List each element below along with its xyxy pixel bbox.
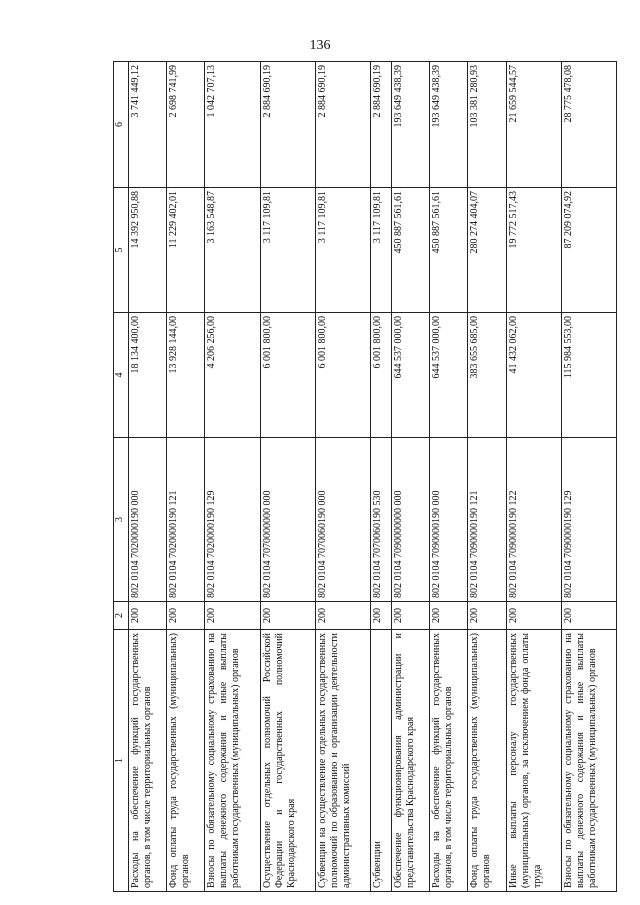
row-executed-amount-cell: 11 229 402,01 xyxy=(167,188,205,313)
row-executed-amount-cell: 3 117 109,81 xyxy=(315,188,370,313)
row-approved-amount-cell: 6 001 800,00 xyxy=(315,313,370,438)
table-row xyxy=(260,62,315,892)
budget-table xyxy=(113,61,617,892)
row-unexecuted-amount-cell: 2 698 741,99 xyxy=(167,62,205,188)
row-name-cell: Взносы по обязательному социальному страхованию на выплаты денежного содержания и иные выплаты работникам государственных (муниципальных) органов xyxy=(561,630,616,892)
row-approved-amount-cell: 6 001 800,00 xyxy=(260,313,315,438)
row-executed-amount-cell: 280 274 404,07 xyxy=(468,188,506,313)
table-row xyxy=(205,62,260,892)
row-code-cell: 200 xyxy=(370,602,391,630)
row-code-cell: 200 xyxy=(205,602,260,630)
row-kbk-cell: 802 0104 7020000190 129 xyxy=(205,438,260,602)
row-approved-amount-cell: 6 001 800,00 xyxy=(370,313,391,438)
row-executed-amount-cell: 19 772 517,43 xyxy=(506,188,561,313)
row-name-cell: Осуществление отдельных полномочий Российской Федерации и государственных полномочий Краснодарского края xyxy=(260,630,315,892)
row-unexecuted-amount-cell: 193 649 438,39 xyxy=(430,62,468,188)
rotated-table-container xyxy=(113,62,617,892)
row-executed-amount-cell: 3 117 109,81 xyxy=(260,188,315,313)
table-row xyxy=(315,62,370,892)
column-header: 4 xyxy=(114,313,129,438)
row-code-cell: 200 xyxy=(167,602,205,630)
row-approved-amount-cell: 41 432 062,00 xyxy=(506,313,561,438)
table-row xyxy=(430,62,468,892)
row-name-cell: Фонд оплаты труда государственных (муниципальных) органов xyxy=(468,630,506,892)
table-row xyxy=(392,62,430,892)
row-name-cell: Субвенции xyxy=(370,630,391,892)
row-name-cell: Расходы на обеспечение функций государственных органов, в том числе территориальных органов xyxy=(129,630,167,892)
column-header: 1 xyxy=(114,630,129,892)
row-executed-amount-cell: 87 209 074,92 xyxy=(561,188,616,313)
row-name-cell: Обеспечение функционирования администрации и представительства Краснодарского края xyxy=(392,630,430,892)
row-name-cell: Взносы по обязательному социальному страхованию на выплаты денежного содержания и иные выплаты работникам государственных (муниципальных) органов xyxy=(205,630,260,892)
row-kbk-cell: 802 0104 7020000190 000 xyxy=(129,438,167,602)
table-row xyxy=(506,62,561,892)
row-unexecuted-amount-cell: 28 775 478,08 xyxy=(561,62,616,188)
page-number: 136 xyxy=(309,38,331,53)
row-approved-amount-cell: 644 537 000,00 xyxy=(392,313,430,438)
column-header: 5 xyxy=(114,188,129,313)
row-kbk-cell: 802 0104 7090000190 000 xyxy=(430,438,468,602)
row-kbk-cell: 802 0104 7090000190 122 xyxy=(506,438,561,602)
row-unexecuted-amount-cell: 21 659 544,57 xyxy=(506,62,561,188)
rotated-table-area xyxy=(113,62,617,892)
column-header: 6 xyxy=(114,62,129,188)
row-kbk-cell: 802 0104 7070060190 000 xyxy=(315,438,370,602)
row-name-cell: Расходы на обеспечение функций государственных органов, в том числе территориальных органов xyxy=(430,630,468,892)
row-name-cell: Фонд оплаты труда государственных (муниципальных) органов xyxy=(167,630,205,892)
row-executed-amount-cell: 3 117 109,81 xyxy=(370,188,391,313)
row-code-cell: 200 xyxy=(430,602,468,630)
row-executed-amount-cell: 450 887 561,61 xyxy=(392,188,430,313)
table-header-row xyxy=(114,62,129,892)
row-approved-amount-cell: 4 206 256,00 xyxy=(205,313,260,438)
row-approved-amount-cell: 644 537 000,00 xyxy=(430,313,468,438)
row-unexecuted-amount-cell: 2 884 690,19 xyxy=(260,62,315,188)
row-unexecuted-amount-cell: 103 381 280,93 xyxy=(468,62,506,188)
row-code-cell: 200 xyxy=(315,602,370,630)
row-kbk-cell: 802 0104 7020000190 121 xyxy=(167,438,205,602)
row-approved-amount-cell: 383 655 685,00 xyxy=(468,313,506,438)
row-unexecuted-amount-cell: 3 741 449,12 xyxy=(129,62,167,188)
row-unexecuted-amount-cell: 2 884 690,19 xyxy=(370,62,391,188)
column-header: 3 xyxy=(114,438,129,602)
table-row xyxy=(561,62,616,892)
row-kbk-cell: 802 0104 7090000190 129 xyxy=(561,438,616,602)
row-executed-amount-cell: 450 887 561,61 xyxy=(430,188,468,313)
row-code-cell: 200 xyxy=(129,602,167,630)
row-kbk-cell: 802 0104 7090000000 000 xyxy=(392,438,430,602)
row-code-cell: 200 xyxy=(392,602,430,630)
row-code-cell: 200 xyxy=(468,602,506,630)
row-code-cell: 200 xyxy=(506,602,561,630)
row-approved-amount-cell: 18 134 400,00 xyxy=(129,313,167,438)
column-header: 2 xyxy=(114,602,129,630)
row-name-cell: Иные выплаты персоналу государственных (муниципальных) органов, за исключением фонда оплаты труда xyxy=(506,630,561,892)
row-unexecuted-amount-cell: 193 649 438,39 xyxy=(392,62,430,188)
row-approved-amount-cell: 13 928 144,00 xyxy=(167,313,205,438)
table-row xyxy=(129,62,167,892)
row-kbk-cell: 802 0104 7090000190 121 xyxy=(468,438,506,602)
row-unexecuted-amount-cell: 1 042 707,13 xyxy=(205,62,260,188)
row-kbk-cell: 802 0104 7070000000 000 xyxy=(260,438,315,602)
row-executed-amount-cell: 3 163 548,87 xyxy=(205,188,260,313)
row-code-cell: 200 xyxy=(260,602,315,630)
row-code-cell: 200 xyxy=(561,602,616,630)
row-kbk-cell: 802 0104 7070060190 530 xyxy=(370,438,391,602)
table-row xyxy=(167,62,205,892)
row-executed-amount-cell: 14 392 950,88 xyxy=(129,188,167,313)
row-approved-amount-cell: 115 984 553,00 xyxy=(561,313,616,438)
table-row xyxy=(468,62,506,892)
table-row xyxy=(370,62,391,892)
row-unexecuted-amount-cell: 2 884 690,19 xyxy=(315,62,370,188)
row-name-cell: Субвенции на осуществление отдельных государственных полномочий по образованию и организации деятельности административных комиссий xyxy=(315,630,370,892)
